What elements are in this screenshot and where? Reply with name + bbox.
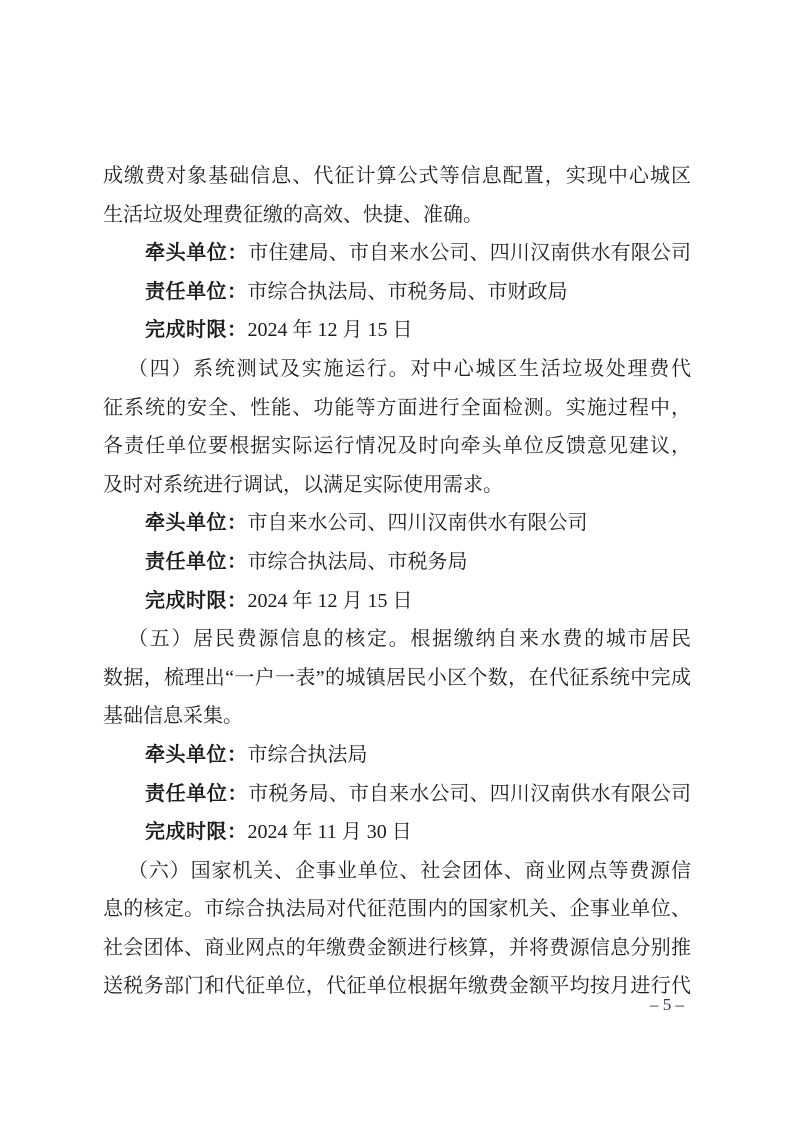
body-line: 成缴费对象基础信息、代征计算公式等信息配置，实现中心城区: [103, 165, 691, 187]
lead-unit-line: [103, 736, 691, 775]
deadline-line: [103, 813, 691, 852]
responsible-unit-line: [103, 775, 691, 814]
field-value: 市综合执法局: [247, 743, 368, 766]
deadline-line: [103, 311, 691, 350]
paragraph-start-line: （六）国家机关、企事业单位、社会团体、商业网点等费源信: [128, 859, 691, 882]
responsible-unit-line: [103, 543, 691, 582]
field-label: 牵头单位：: [145, 242, 249, 265]
body-line: 各责任单位要根据实际运行情况及时向牵头单位反馈意见建议，: [103, 435, 691, 458]
field-value: 2024 年 12 月 15 日: [247, 319, 413, 342]
field-label: 责任单位：: [145, 550, 248, 573]
field-value: 市住建局、市自来水公司、四川汉南供水有限公司: [248, 242, 691, 265]
responsible-unit-line: [103, 273, 691, 312]
paragraph-start-line: （五）居民费源信息的核定。根据缴纳自来水费的城市居民: [128, 628, 691, 651]
paragraph-start-line: （四）系统测试及实施运行。对中心城区生活垃圾处理费代: [128, 357, 691, 380]
body-line: 数据，梳理出“一户一表”的城镇居民小区个数，在代征系统中完成: [103, 666, 691, 689]
deadline-line: [103, 582, 691, 621]
field-value: 2024 年 12 月 15 日: [247, 589, 413, 612]
field-value: 市综合执法局、市税务局、市财政局: [247, 280, 568, 303]
field-value: 市税务局、市自来水公司、四川汉南供水有限公司: [248, 782, 691, 805]
body-line: 基础信息采集。: [103, 705, 243, 728]
field-label: 完成时限：: [145, 821, 248, 844]
body-line: 社会团体、商业网点的年缴费金额进行核算，并将费源信息分别推: [103, 936, 691, 959]
lead-unit-line: [103, 504, 691, 543]
field-label: 牵头单位：: [145, 512, 248, 535]
field-value: 市综合执法局、市税务局: [247, 550, 468, 573]
field-label: 责任单位：: [145, 280, 248, 303]
field-label: 牵头单位：: [145, 743, 248, 766]
field-label: 完成时限：: [145, 319, 248, 342]
body-line: 息的核定。市综合执法局对代征范围内的国家机关、企事业单位、: [103, 898, 691, 921]
field-value: 市自来水公司、四川汉南供水有限公司: [247, 512, 588, 535]
document-body: [103, 157, 691, 1006]
body-line: 生活垃圾处理费征缴的高效、快捷、准确。: [103, 203, 483, 226]
body-line: 送税务部门和代征单位，代征单位根据年缴费金额平均按月进行代: [103, 975, 691, 998]
field-value: 2024 年 11 月 30 日: [247, 821, 412, 844]
body-line: 及时对系统进行调试，以满足实际使用需求。: [103, 473, 503, 496]
field-label: 完成时限：: [145, 589, 248, 612]
lead-unit-line: [103, 234, 691, 273]
page-number: – 5 –: [650, 995, 684, 1014]
body-line: 征系统的安全、性能、功能等方面进行全面检测。实施过程中，: [103, 396, 691, 419]
field-label: 责任单位：: [145, 782, 249, 805]
